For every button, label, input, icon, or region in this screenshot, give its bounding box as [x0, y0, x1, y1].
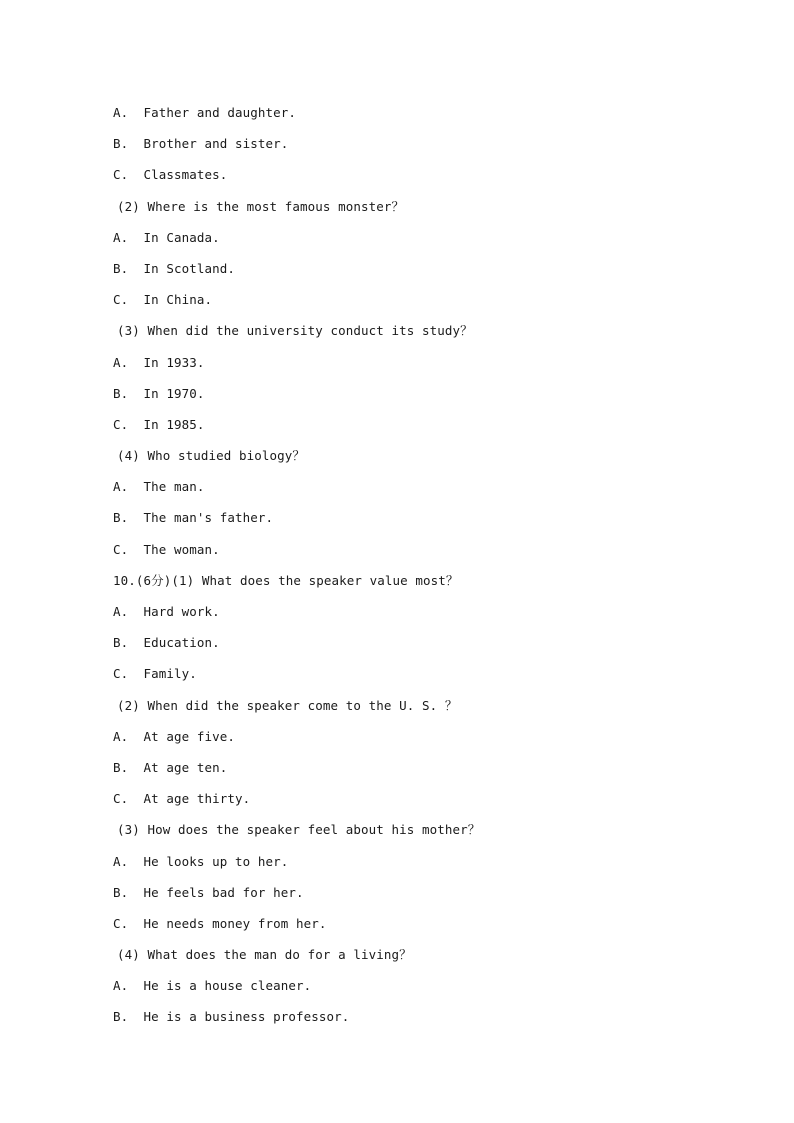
answer-option: C. He needs money from her.	[113, 915, 327, 931]
sub-question: (4) What does the man do for a living？	[117, 947, 412, 963]
answer-option: B. In Scotland.	[113, 260, 236, 276]
sub-question: (4) Who studied biology？	[117, 448, 305, 464]
answer-option: A. In Canada.	[113, 229, 220, 245]
answer-option: B. Education.	[113, 635, 220, 651]
question-item: 10.(6分)(1) What does the speaker value most？	[113, 572, 459, 588]
answer-option: C. Classmates.	[113, 167, 228, 183]
answer-option: B. The man's father.	[113, 510, 274, 526]
answer-option: C. At age thirty.	[113, 791, 251, 807]
answer-option: B. He feels bad for her.	[113, 884, 304, 900]
answer-option: A. In 1933.	[113, 354, 205, 370]
answer-option: C. In China.	[113, 292, 213, 308]
sub-question: (3) How does the speaker feel about his mother？	[117, 822, 481, 838]
sub-question: (2) When did the speaker come to the U. S. ？	[117, 697, 458, 713]
answer-option: C. In 1985.	[113, 416, 205, 432]
sub-question: (2) Where is the most famous monster？	[117, 198, 405, 214]
question-list	[113, 104, 713, 1040]
sub-question: (3) When did the university conduct its study？	[117, 323, 473, 339]
answer-option: C. Family.	[113, 666, 197, 682]
answer-option: A. He looks up to her.	[113, 853, 289, 869]
answer-option: A. Father and daughter.	[113, 105, 297, 120]
answer-option: A. The man.	[113, 479, 205, 495]
answer-option: A. He is a house cleaner.	[113, 978, 312, 994]
answer-option: B. He is a business professor.	[113, 1009, 350, 1025]
answer-option: B. In 1970.	[113, 385, 205, 401]
answer-option: B. Brother and sister.	[113, 136, 289, 152]
answer-option: B. At age ten.	[113, 759, 228, 775]
answer-option: C. The woman.	[113, 541, 220, 557]
answer-option: A. At age five.	[113, 728, 236, 744]
answer-option: A. Hard work.	[113, 604, 220, 619]
